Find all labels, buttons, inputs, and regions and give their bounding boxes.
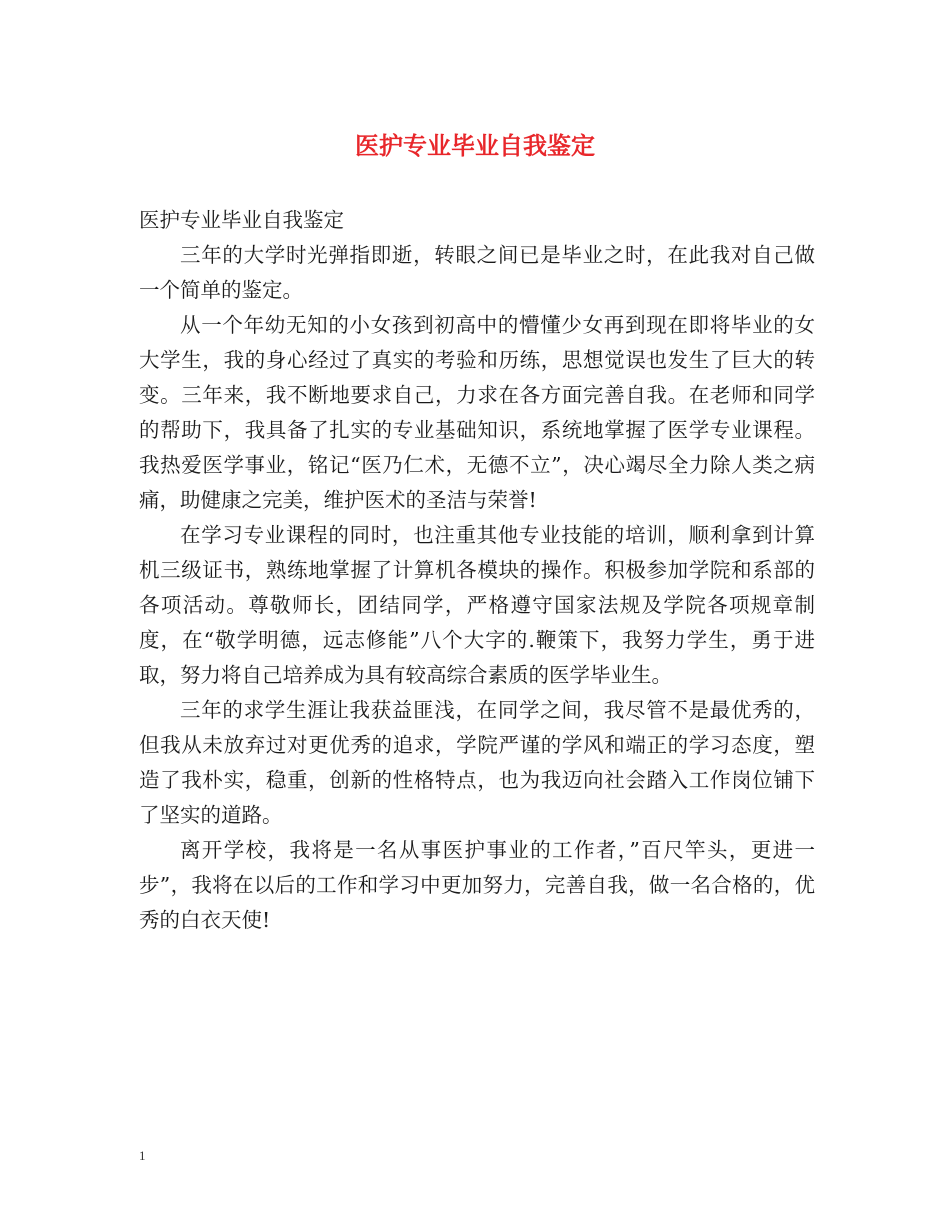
paragraph-3: 在学习专业课程的同时，也注重其他专业技能的培训，顺利拿到计算机三级证书，熟练地掌握了计算机各模块的操作。积极参加学院和系部的各项活动。尊敬师长，团结同学，严格遵守国家法规及学院各项规章制度，在“敬学明德，远志修能”八个大字的.鞭策下，我努力学生，勇于进取，努力将自己培养成为具有较高综合素质的医学毕业生。 (139, 523, 815, 687)
page-number: 1 (139, 1148, 146, 1163)
paragraph-5: 离开学校，我将是一名从事医护事业的工作者，”百尺竿头，更进一步”，我将在以后的工作和学习中更加努力，完善自我，做一名合格的，优秀的白衣天使! (139, 838, 815, 932)
document-body (139, 203, 815, 938)
page-title: 医护专业毕业自我鉴定 (355, 131, 595, 160)
document-subtitle: 医护专业毕业自我鉴定 (139, 208, 344, 232)
paragraph-4: 三年的求学生涯让我获益匪浅，在同学之间，我尽管不是最优秀的，但我从未放弃过对更优秀的追求，学院严谨的学风和端正的学习态度，塑造了我朴实，稳重，创新的性格特点，也为我迈向社会踏入工作岗位铺下了坚实的道路。 (139, 698, 815, 827)
paragraph-2: 从一个年幼无知的小女孩到初高中的懵懂少女再到现在即将毕业的女大学生，我的身心经过了真实的考验和历练，思想觉误也发生了巨大的转变。三年来，我不断地要求自己，力求在各方面完善自我。在老师和同学的帮助下，我具备了扎实的专业基础知识，系统地掌握了医学专业课程。我热爱医学事业，铭记“医乃仁术，无德不立”，决心竭尽全力除人类之病痛，助健康之完美，维护医术的圣洁与荣誉! (139, 313, 815, 512)
paragraph-1: 三年的大学时光弹指即逝，转眼之间已是毕业之时，在此我对自己做一个简单的鉴定。 (139, 243, 815, 302)
